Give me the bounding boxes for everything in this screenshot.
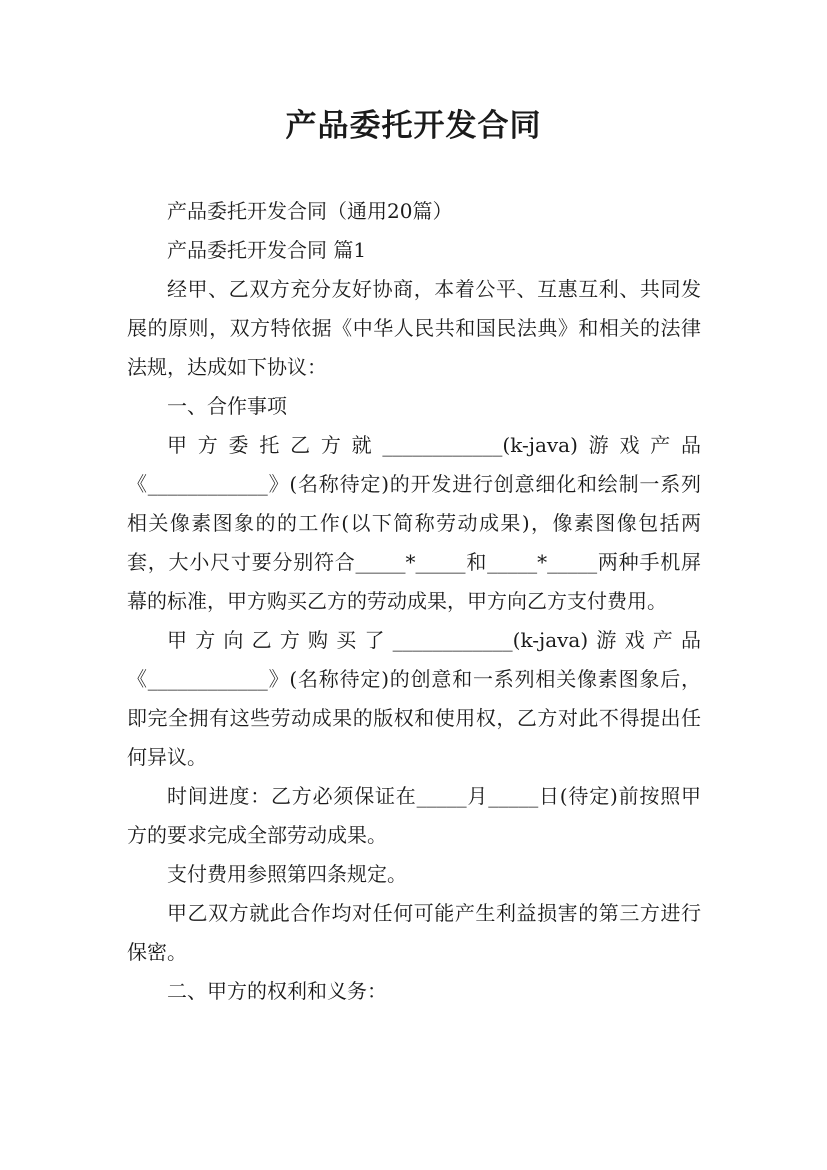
paragraph-clause-heading-1: 一、合作事项 [167,394,287,418]
paragraph-subtitle: 产品委托开发合同（通用20篇） [167,199,453,223]
paragraph-confidentiality: 甲乙双方就此合作均对任何可能产生利益损害的第三方进行保密。 [127,901,701,964]
paragraph-clause-1a: 甲方委托乙方就____________(k-java)游戏产品《____________》(名称待定)的开发进行创意细化和绘制一系列相关像素图象的的工作(以下简称劳动成果)，像素图像包括两套，大小尺寸要分别符合_____*_____和_____*_____两种手机屏幕的标准，甲方购买乙方的劳动成果，甲方向乙方支付费用。 [127,433,701,613]
paragraph-clause-heading-2: 二、甲方的权利和义务： [167,979,387,1003]
document-body [127,192,701,1011]
paragraph-clause-1b: 甲方向乙方购买了____________(k-java)游戏产品《____________》(名称待定)的创意和一系列相关像素图象后，即完全拥有这些劳动成果的版权和使用权，乙方对此不得提出任何异议。 [127,628,701,769]
paragraph-section-heading: 产品委托开发合同 篇1 [167,238,367,262]
paragraph-payment: 支付费用参照第四条规定。 [167,862,407,886]
paragraph-preamble: 经甲、乙双方充分友好协商，本着公平、互惠互利、共同发展的原则，双方特依据《中华人民共和国民法典》和相关的法律法规，达成如下协议： [127,277,701,379]
document-title: 产品委托开发合同 [285,108,542,144]
paragraph-schedule: 时间进度：乙方必须保证在_____月_____日(待定)前按照甲方的要求完成全部劳动成果。 [127,784,701,847]
